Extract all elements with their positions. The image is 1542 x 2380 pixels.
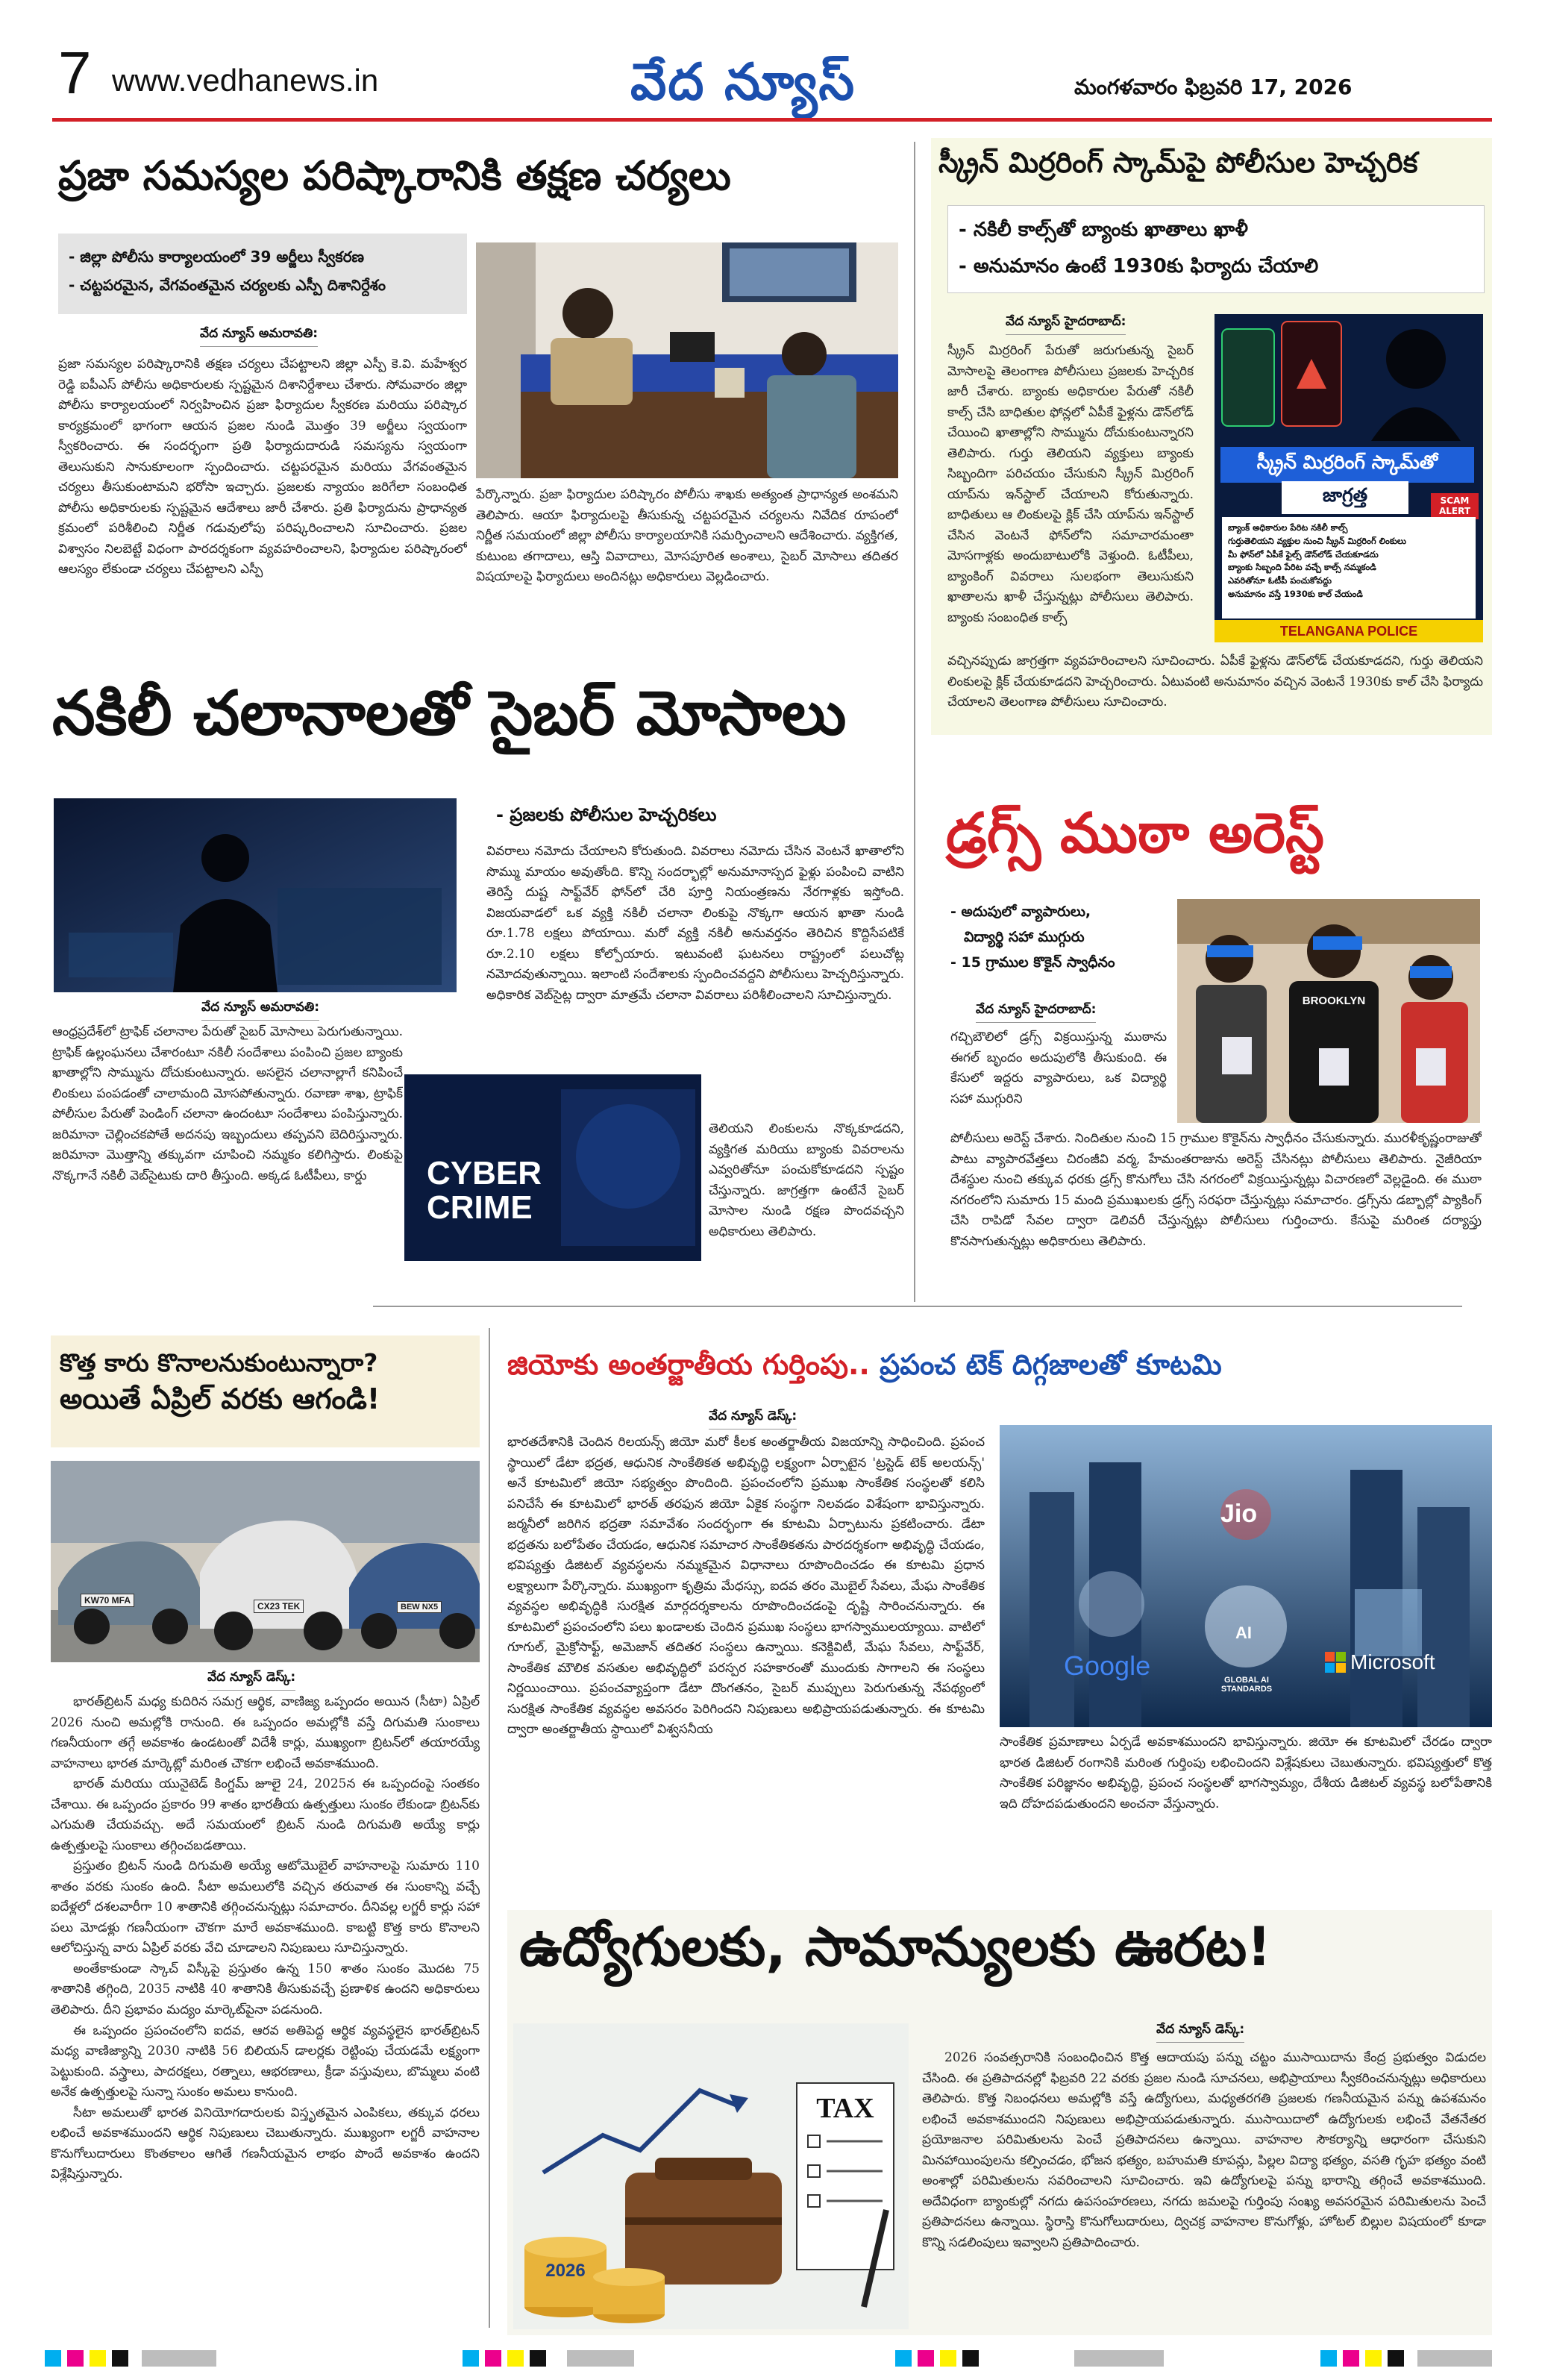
swatch-cyan <box>895 2350 912 2367</box>
article-col-2: సాంకేతిక ప్రమాణాలు ఏర్పడే అవకాశముందని భావిస్తున్నారు. జియో ఈ కూటమిలో చేరడం ద్వారా భారత డిజిటల్ రంగానికి మరింత గుర్తింపు లభించిందని విశ్లేషకులు చెబుతున్నారు. భవిష్యత్తులో కొత్త సాంకేతిక పరిజ్ఞానం అభివృద్ధి, ప్రపంచ సంస్థలతో భాగస్వామ్యం, దేశీయ డిజిటల్ వ్యవస్థ బలోపేతానికి ఇది దోహదపడుతుందని అంచనా వేస్తున్నారు. <box>1000 1735 1492 1811</box>
swatch-cyan <box>1320 2350 1337 2367</box>
byline: వేద న్యూస్ డెస్క్: <box>709 1409 797 1429</box>
story-fake-challan <box>52 671 903 1291</box>
swatch-grey <box>142 2350 216 2367</box>
byline: వేద న్యూస్ హైదరాబాద్: <box>976 1002 1096 1023</box>
headline-line-2: అయితే ఏప్రిల్ వరకు ఆగండి! <box>60 1382 380 1415</box>
article-col-1: స్క్రీన్ మిర్రరింగ్ పేరుతో జరుగుతున్న సైబర్ మోసాలపై తెలంగాణ పోలీసులు ప్రజలకు హెచ్చరిక జారీ చేశారు. బ్యాంకు అధికారుల పేరుతో నకిలీ కాల్స్ చేసి బాధితుల ఫోన్లలో ఏపీకే ఫైళ్లను డౌన్‌లోడ్ చేయించి ఖాతాల్లోని సొమ్మును దోచుకుంటున్నారని తెలిపారు. గుర్తు తెలియని వ్యక్తులు బ్యాంకు సిబ్బందిగా పరిచయం చేసుకుని స్క్రీన్ మిర్రరింగ్ యాప్‌ను ఇన్‌స్టాల్ చేయాలని కోరుతున్నారు. బాధితులు ఆ లింకులపై క్లిక్ చేసి యాప్‌ను ఇన్‌స్టాల్ చేసిన వెంటనే ఫోన్‌లోని సమాచారమంతా మోసగాళ్లకు అందుబాటులోకి వెళ్తుంది. ఓటీపీలు, బ్యాంకింగ్ వివరాలు సులభంగా తెలుసుకుని ఖాతాలను ఖాళీ చేస్తున్నట్లు పోలీసులు తెలిపారు. బ్యాంకు సంబంధిత కాల్స్ <box>947 343 1194 625</box>
story-jio-alliance <box>507 1335 1492 1858</box>
article-col-1: ఆంధ్రప్రదేశ్‌లో ట్రాఫిక్ చలానాల పేరుతో సైబర్ మోసాలు పెరుగుతున్నాయి. ట్రాఫిక్ ఉల్లంఘనలు చేశారంటూ నకిలీ సందేశాలు పంపించి ప్రజల బ్యాంకు ఖాతాల్లోని సొమ్మును దోచుకుంటున్నారు. అసలైన చలానాల్లాగే కనిపించే లింకులు పంపడంతో చాలామంది మోసపోతున్నారు. రవాణా శాఖ, ట్రాఫిక్ పోలీసుల పేరుతో పెండింగ్ చలానా ఉందంటూ సందేశాలు పంపిస్తున్నారు. జరిమానా చెల్లించకపోతే అదనపు ఇబ్బందులు తప్పవని బెదిరిస్తున్నారు. జరిమానా మొత్తాన్ని తక్కువగా చూపించి నమ్మకం కలిగిస్తారు. లింకుపై నొక్కగానే నకిలీ వెబ్‌సైటుకు దారి తీస్తుంది. అక్కడ ఓటీపీలు, కార్డు <box>52 1024 403 1183</box>
column-divider <box>914 142 915 1302</box>
story-income-tax <box>507 1910 1492 2335</box>
story-screen-mirroring <box>931 138 1492 735</box>
byline: వేద న్యూస్ డెస్క్: <box>207 1670 295 1691</box>
shirt-text: BROOKLYN <box>1302 995 1366 1007</box>
headline-part-1: జియోకు అంతర్జాతీయ గుర్తింపు.. <box>507 1348 870 1381</box>
swatch-magenta <box>485 2350 501 2367</box>
photo-accused <box>1177 899 1480 1123</box>
byline: వేద న్యూస్ హైదరాబాద్: <box>1006 314 1126 335</box>
swatch-black <box>112 2350 128 2367</box>
summary-point: - నకిలీ కాల్స్‌తో బ్యాంకు ఖాతాలు ఖాళీ <box>959 219 1248 241</box>
byline: వేద న్యూస్ డెస్క్: <box>1156 2022 1244 2043</box>
article-body: 2026 సంవత్సరానికి సంబంధించిన కొత్త ఆదాయపు పన్ను చట్టం ముసాయిదాను కేంద్ర ప్రభుత్వం విడుదల చేసింది. ఈ ప్రతిపాదనల్లో ఫిబ్రవరి 22 వరకు ప్రజల నుండి సూచనలు, అభిప్రాయాలు స్వీకరించనున్నట్లు అధికారులు తెలిపారు. కొత్త నిబంధనలు అమల్లోకి వస్తే ఉద్యోగులు, మధ్యతరగతి ప్రజలకు గణనీయమైన పన్ను ఉపశమనం లభించే అవకాశముందని నిపుణులు అభిప్రాయపడుతున్నారు. ముసాయిదాలో ఉద్యోగులకు లభించే వేతనేతర ప్రయోజనాల పరిమితులను పెంచే ప్రతిపాదనలు ఉన్నాయి. వాహనాల సౌకర్యాన్ని ఆధారంగా చేసుకుని మినహాయింపులను కల్పించడం, భోజన భత్యం, బహుమతి కూపన్లు, పిల్లల విద్యా భత్యం, వసతి గృహ భత్యం వంటి అంశాల్లో పరిమితులను సవరించాలని సూచించారు. ఇవి ఉద్యోగులపై పన్ను భారాన్ని తగ్గించే అవకాశముంది. అదేవిధంగా బ్యాంకుల్లో నగదు ఉపసంహరణలు, నగదు జమలపై గుర్తింపు సంఖ్య అవసరమైన పరిమితులను పెంచే ప్రతిపాదనలు ఉన్నాయి. స్థిరాస్తి కొనుగోలుదారులు, ద్విచక్ర వాహనాల కొనుగోళ్లు, హోటల్ బిల్లుల విషయంలో కూడా కొన్ని సడలింపులు ఇవ్వాలని ప్రతిపాదించారు. <box>922 2050 1486 2250</box>
photo-jio-alliance <box>1000 1425 1492 1727</box>
masthead <box>0 0 1542 127</box>
swatch-black <box>530 2350 546 2367</box>
summary-point: - జిల్లా పోలీసు కార్యాలయంలో 39 అర్జీలు స్వీకరణ <box>69 248 365 266</box>
swatch-magenta <box>67 2350 84 2367</box>
article-col-3: తెలియని లింకులను నొక్కకూడదని, వ్యక్తిగత మరియు బ్యాంకు వివరాలను ఎవ్వరితోనూ పంచుకోకూడదని స్పష్టం చేస్తున్నారు. జాగ్రత్తగా ఉంటేనే సైబర్ మోసాల నుండి రక్షణ పొందవచ్చని అధికారులు తెలిపారు. <box>709 1121 904 1239</box>
swatch-magenta <box>918 2350 934 2367</box>
headline <box>507 1349 1222 1382</box>
tax-label: TAX <box>816 2093 874 2124</box>
summary-box <box>947 205 1485 293</box>
swatch-yellow <box>90 2350 106 2367</box>
scam-alert-badge: SCAM ALERT <box>1431 493 1479 519</box>
swatch-magenta <box>1343 2350 1359 2367</box>
column-divider <box>489 1328 490 2328</box>
printer-color-bar <box>0 2350 1542 2373</box>
plate: CX23 TEK <box>254 1600 304 1613</box>
swatch-black <box>1388 2350 1404 2367</box>
swatch-grey <box>1417 2350 1492 2367</box>
poster-bullet: బ్యాంకు సిబ్బంది పేరిట వచ్చే కాల్స్ నమ్మకండి <box>1228 562 1376 573</box>
website-link[interactable]: www.vedhanews.in <box>112 63 379 98</box>
swatch-cyan <box>463 2350 479 2367</box>
photo-hacker <box>54 798 457 992</box>
plate: KW70 MFA <box>81 1594 134 1607</box>
poster-title-1: స్క్రీన్ మిర్రరింగ్ స్కామ్‌తో <box>1220 447 1474 483</box>
poster-bullets <box>1222 517 1476 619</box>
byline: వేద న్యూస్ అమరావతి: <box>200 326 318 347</box>
article-body <box>51 1692 480 2323</box>
summary-points <box>950 899 1174 976</box>
microsoft-squares-icon <box>1325 1652 1346 1673</box>
summary-point: - 15 గ్రాముల కొకైన్ స్వాధీనం <box>950 954 1115 971</box>
kicker: - ప్రజలకు పోలీసుల హెచ్చరికలు <box>496 804 717 825</box>
google-logo: Google <box>1064 1650 1151 1681</box>
photo-sp-office <box>476 242 898 478</box>
paragraph: సీటా అమలుతో భారత వినియోగదారులకు విస్తృతమైన ఎంపికలు, తక్కువ ధరలు లభించే అవకాశముందని ఆర్థిక నిపుణులు చెబుతున్నారు. ముఖ్యంగా లగ్జరీ వాహనాల కొనుగోలుదారులు కొంతకాలం ఆగితే గణనీయమైన లాభం పొందే అవకాశం ఉందని విశ్లేషిస్తున్నారు. <box>51 2105 480 2182</box>
article-full-width: పోలీసులు అరెస్ట్ చేశారు. నిందితుల నుంచి 15 గ్రాముల కొకైన్‌ను స్వాధీనం చేసుకున్నారు. మురళీకృష్ణంరాజుతో పాటు వ్యాపారవేత్తలు చిరంజీవి వర్మ, హేమంతరాజును అరెస్ట్ చేసినట్లు పోలీసులు తెలిపారు. నైజీరియా దేశస్థుల నుంచి తక్కువ ధరకు డ్రగ్స్ కొనుగోలు చేసి నగరంలో విక్రయిస్తున్నట్లు విచారణలో వెల్లడైంది. ఈ ముఠా నగరంలోని సుమారు 15 మంది ప్రముఖులకు డ్రగ్స్ సరఫరా చేస్తున్నట్లు సమాచారం. డ్రగ్స్‌ను డబ్బాల్లో ప్యాకింగ్ చేసి రాపిడో సేవల ద్వారా డెలివరీ చేస్తున్నట్లు పోలీసులు గుర్తించారు. కేసుపై మరింత దర్యాప్తు కొనసాగుతున్నట్లు అధికారులు తెలిపారు. <box>950 1131 1482 1249</box>
headline: డ్రగ్స్ ముఠా అరెస్ట్ <box>946 801 1324 865</box>
issue-date: మంగళవారం ఫిబ్రవరి 17, 2026 <box>1074 75 1353 99</box>
summary-point: - అదుపులో వ్యాపారులు, <box>950 904 1091 920</box>
microsoft-label: Microsoft <box>1350 1650 1435 1673</box>
headline: స్క్రీన్ మిర్రరింగ్ స్కామ్‌పై పోలీసుల హెచ్చరిక <box>938 146 1418 179</box>
poster-footer: TELANGANA POLICE <box>1215 620 1483 642</box>
paragraph: అంతేకాకుండా స్కాచ్ విస్కీపై ప్రస్తుతం ఉన్న 150 శాతం సుంకం మొదట 75 శాతానికి తగ్గింది, 2035 నాటికి 40 శాతానికి తీసుకువచ్చే ప్రణాళిక ఉందని అధికారులు తెలిపారు. దీని ప్రభావం మద్యం మార్కెట్‌పైనా పడనుంది. <box>51 1961 480 2017</box>
swatch-cyan <box>45 2350 61 2367</box>
headline: ఉద్యోగులకు, సామాన్యులకు ఊరట! <box>519 1915 1272 1978</box>
paper-name: వేద న్యూస్ <box>630 53 856 112</box>
swatch-yellow <box>1365 2350 1382 2367</box>
article-full-width: వచ్చినప్పుడు జాగ్రత్తగా వ్యవహరించాలని సూచించారు. ఏపీకే ఫైళ్లను డౌన్‌లోడ్ చేయకూడదని, గుర్తు తెలియని లింకులపై క్లిక్ చేయకూడదని హెచ్చరించారు. ఏటువంటి అనుమానం వచ్చిన వెంటనే 1930కు కాల్ చేసి ఫిర్యాదు చేయాలని తెలంగాణ పోలీసులు సూచించారు. <box>947 654 1483 710</box>
summary-point: - అనుమానం ఉంటే 1930కు ఫిర్యాదు చేయాలి <box>959 255 1319 278</box>
swatch-grey <box>567 2350 634 2367</box>
article-col-1: భారతదేశానికి చెందిన రిలయన్స్ జియో మరో కీలక అంతర్జాతీయ విజయాన్ని సాధించింది. ప్రపంచ స్థాయిలో డేటా భద్రత, ఆధునిక సాంకేతికత అభివృద్ధి లక్ష్యంగా ఏర్పాటైన 'ట్రస్టెడ్ టెక్ అలయన్స్' అనే కూటమిలో జియో సభ్యత్వం పొందింది. ప్రపంచంలోని ప్రముఖ సాంకేతిక సంస్థలతో కలిసి పనిచేసే ఈ కూటమిలో భారత్ తరఫున జియో ఏకైక సంస్థగా నిలవడం విశేషంగా భావిస్తున్నారు. జర్మనీలో జరిగిన భద్రతా సమావేశం సందర్భంగా ఈ కూటమి ఏర్పాటును ప్రకటించారు. డేటా భద్రతను బలోపేతం చేయడం, ఆధునిక సమాచార సాంకేతికతను పారదర్శకంగా అభివృద్ధి చేయడం, భవిష్యత్తు డిజిటల్ వ్యవస్థలను నమ్మకమైన విధానాలు రూపొందించడం ఈ కూటమి ప్రధాన లక్ష్యాలుగా పేర్కొన్నారు. ముఖ్యంగా కృత్రిమ మేధస్సు, ఐదవ తరం మొబైల్ సేవలు, మేఘ సాంకేతిక వ్యవస్థల అభివృద్ధికి సురక్షిత మార్గదర్శకాలను రూపొందించడంపై దృష్టి సారించనున్నారు. ఈ కూటమిలో ప్రపంచంలోని పలు ఖండాలకు చెందిన ప్రముఖ సంస్థలు భాగస్వాములయ్యాయి. వాటిలో గూగుల్, మైక్రోసాఫ్ట్, అమెజాన్ తదితర సంస్థలు ఉన్నాయి. కనెక్టివిటీ, మేఘ సేవలు, సాఫ్ట్‌వేర్, సాంకేతిక మౌలిక వసతుల అభివృద్ధిలో పరస్పర సహకారంతో ముందుకు సాగాలని ఈ సంస్థలు నిర్ణయించాయి. ప్రపంచవ్యాప్తంగా డేటా దొంగతనం, సైబర్ ముప్పులు పెరుగుతున్న నేపథ్యంలో సురక్షిత సాంకేతిక వ్యవస్థల అవసరం పెరిగిందని నిపుణులు అభిప్రాయపడుతున్నారు. ఈ కూటమి ద్వారా అంతర్జాతీయ స్థాయిలో విశ్వసనీయ <box>507 1435 985 1738</box>
section-divider <box>373 1306 1462 1307</box>
story-public-grievances <box>58 138 901 630</box>
photo-cars <box>51 1461 480 1662</box>
article-col-2: పేర్కొన్నారు. ప్రజా ఫిర్యాదుల పరిష్కారం పోలీసు శాఖకు అత్యంత ప్రాధాన్యత అంశమని తెలిపారు. ఆయా ఫిర్యాదులపై తీసుకున్న చట్టపరమైన చర్యలను నివేదిక రూపంలో నిర్ణీత సమయంలో జిల్లా పోలీసు కార్యాలయానికి సమర్పించాలని ఆదేశించారు. వ్యక్తిగత, కుటుంబ తగాదాలు, ఆస్తి వివాదాలు, మోసపూరిత అంశాలు, సైబర్ మోసాలు తదితర విషయాలపై ఫిర్యాదులు అందినట్లు అధికారులు వెల్లడించారు. <box>476 487 898 585</box>
swatch-yellow <box>940 2350 956 2367</box>
year-label: 2026 <box>545 2261 586 2281</box>
paragraph: ఈ ఒప్పందం ప్రపంచంలోని ఐదవ, ఆరవ అతిపెద్ద ఆర్థిక వ్యవస్థలైన భారత్‌బ్రిటన్ మధ్య వాణిజ్యాన్ని 2030 నాటికి 56 బిలియన్ డాలర్లకు రెట్టింపు చేయడమే లక్ష్యంగా పెట్టుకుంది. వస్త్రాలు, పాదరక్షలు, రత్నాలు, ఆభరణాలు, క్రీడా వస్తువులు, బొమ్మలు వంటి అనేక ఉత్పత్తులపై సున్నా సుంకం అమలు కానుంది. <box>51 2023 480 2100</box>
headline: నకిలీ చలానాలతో సైబర్ మోసాలు <box>52 678 847 749</box>
story-drugs-arrest <box>931 802 1492 1294</box>
jio-logo: Jio <box>1220 1500 1258 1528</box>
poster-bullet: గుర్తుతెలియని వ్యక్తుల నుంచి స్క్రీన్ మిర్రరింగ్ లింకులు <box>1228 535 1406 546</box>
microsoft-logo <box>1325 1650 1435 1674</box>
poster-bullet: మీ ఫోన్‌లో ఏపీకే ఫైల్స్ డౌన్‌లోడ్ చేయకూడదు <box>1228 548 1379 560</box>
poster-title-2: జాగ్రత్త <box>1282 481 1408 514</box>
cyber-crime-label: CYBER CRIME <box>427 1155 542 1227</box>
article-col-1: గచ్చిబౌలిలో డ్రగ్స్ విక్రయిస్తున్న ముఠాను ఈగల్ బృందం అదుపులోకి తీసుకుంది. ఈ కేసులో ఇద్దరు వ్యాపారులు, ఒక విద్యార్థి సహా ముగ్గురిని <box>950 1030 1167 1106</box>
poster-bullet: అనుమానం వస్తే 1930కు కాల్ చేయండి <box>1228 589 1363 600</box>
article-col-1: ప్రజా సమస్యల పరిష్కారానికి తక్షణ చర్యలు చేపట్టాలని జిల్లా ఎస్పీ కె.వి. మహేశ్వర రెడ్డి ఐపీఎస్ పోలీసు అధికారులకు స్పష్టమైన దిశానిర్దేశాలు చేశారు. సోమవారం జిల్లా పోలీసు కార్యాలయంలో నిర్వహించిన ప్రజా ఫిర్యాదుల స్వీకరణ మరియు పరిష్కార కార్యక్రమంలో భాగంగా ఆయన ప్రజల నుండి మొత్తం 39 అర్జీలు స్వయంగా స్వీకరించారు. ఈ సందర్భంగా ప్రతి ఫిర్యాదుదారుడి సమస్యను స్వయంగా తెలుసుకుని సానుకూలంగా స్పందించారు. చట్టపరమైన మరియు వేగవంతమైన చర్యలు తీసుకుంటామని భరోసా ఇచ్చారు. ప్రజలకు న్యాయం జరిగేలా సంబంధిత పోలీసు అధికారులకు స్పష్టమైన ఆదేశాలు జారీ చేశారు. ప్రతి ఫిర్యాదును ప్రాధాన్యత క్రమంలో పరిశీలించి నిర్ణీత గడువులోపు పరిష్కరించాలని సూచించారు. ప్రజల విశ్వాసం నిలబెట్టే విధంగా పారదర్శకంగా వ్యవహరించాలని, ఫిర్యాదుల పరిష్కారంలో ఆలస్యం లేకుండా చర్యలు చేపట్టాలని ఎస్పీ <box>58 357 467 577</box>
ai-label: AI <box>1235 1623 1252 1642</box>
summary-box <box>58 234 467 314</box>
paragraph: భారత్ మరియు యునైటెడ్ కింగ్డమ్ జూలై 24, 2025న ఈ ఒప్పందంపై సంతకం చేశాయి. ఈ ఒప్పందం ప్రకారం 99 శాతం భారతీయ ఉత్పత్తులు సుంకం లేకుండా బ్రిటన్‌కు ఎగుమతి చేయవచ్చు. అదే సమయంలో బ్రిటన్ నుండి దిగుమతి అయ్యే కార్లు ఉత్పత్తులపై సుంకాలు తగ్గించబడతాయి. <box>51 1776 480 1853</box>
scam-poster <box>1215 314 1483 642</box>
headline: ప్రజా సమస్యల పరిష్కారానికి తక్షణ చర్యలు <box>58 152 731 199</box>
poster-bullet: ఎవరితోనూ ఓటీపీ పంచుకోవద్దు <box>1228 575 1332 586</box>
plate: BEW NX5 <box>397 1601 442 1613</box>
byline: వేద న్యూస్ అమరావతి: <box>201 1000 319 1021</box>
paragraph: భారత్‌బ్రిటన్ మధ్య కుదిరిన సమగ్ర ఆర్థిక, వాణిజ్య ఒప్పందం అయిన (సీటా) ఏప్రిల్ 2026 నుంచి అమల్లోకి రానుంది. ఈ ఒప్పందం అమల్లోకి వస్తే దిగుమతి సుంకాలు గణనీయంగా తగ్గే అవకాశం ఉండటంతో విదేశీ కార్లు, ముఖ్యంగా బ్రిటన్‌లో తయారయ్యే వాహనాలు భారత మార్కెట్లో మరింత చౌకగా లభించే అవకాశముంది. <box>51 1694 480 1771</box>
summary-point: విద్యార్థి సహా ముగ్గురు <box>964 929 1085 946</box>
swatch-black <box>962 2350 979 2367</box>
paragraph: ప్రస్తుతం బ్రిటన్ నుండి దిగుమతి అయ్యే ఆటోమొబైల్ వాహనాలపై సుమారు 110 శాతం వరకు సుంకం ఉంది. సీటా అమలులోకి వచ్చిన తరువాత ఈ సుంకాన్ని వచ్చే ఐదేళ్లలో దశలవారీగా 10 శాతానికి తగ్గించనున్నట్లు సమాచారం. దీనివల్ల లగ్జరీ కార్లు సహా పలు మోడళ్లు గణనీయంగా చౌకగా మారే అవకాశముంది. కాబట్టి కొత్త కారు కొనాలని ఆలోచిస్తున్న వారు ఏప్రిల్ వరకు వేచి చూడాలని నిపుణులు సూచిస్తున్నారు. <box>51 1858 480 1956</box>
global-ai-standards-label: GLOBAL AI STANDARDS <box>1220 1676 1273 1694</box>
masthead-rule <box>52 118 1492 122</box>
photo-cyber-crime <box>404 1074 701 1261</box>
headline-box <box>51 1335 480 1447</box>
swatch-yellow <box>507 2350 524 2367</box>
story-car-buyers <box>51 1335 480 2328</box>
summary-point: - చట్టపరమైన, వేగవంతమైన చర్యలకు ఎస్పీ దిశానిర్దేశం <box>69 276 386 294</box>
swatch-grey <box>1074 2350 1164 2367</box>
photo-tax-illustration <box>513 2023 909 2329</box>
poster-bullet: బ్యాంక్ అధికారుల పేరిట నకిలీ కాల్స్ <box>1228 522 1348 533</box>
page-number: 7 <box>58 40 92 106</box>
headline-part-2: ప్రపంచ టెక్ దిగ్గజాలతో కూటమి <box>880 1348 1222 1381</box>
article-col-2: వివరాలు నమోదు చేయాలని కోరుతుంది. వివరాలు నమోదు చేసిన వెంటనే ఖాతాలోని సొమ్ము మాయం అవుతోంది. కొన్ని సందర్భాల్లో అనుమానాస్పద ఫైళ్లు పంపించి వాటిని తెరిస్తే దుష్ట సాఫ్ట్‌వేర్ ఫోన్‌లో చేరి పూర్తి నియంత్రణను నేరగాళ్లకు ఇస్తోంది. విజయవాడలో ఒక వ్యక్తి నకిలీ చలానా లింకుపై నొక్కగా ఆయన ఖాతా నుండి రూ.1.78 లక్షలు పోయాయి. మరో వ్యక్తి నకిలీ అనువర్తనం తెరిచిన కొద్దిసేపటికే రూ.2.10 లక్షలు కోల్పోయారు. ఇటువంటి ఘటనలు రాష్ట్రంలో పలుచోట్ల నమోదవుతున్నాయి. ఇలాంటి సందేశాలకు స్పందించవద్దని పోలీసులు హెచ్చరిస్తున్నారు. అధికారిక వెబ్‌సైట్ల ద్వారా మాత్రమే చలానా వివరాలు పరిశీలించాలని సూచిస్తున్నారు. <box>486 844 904 1003</box>
headline-line-1: కొత్త కారు కొనాలనుకుంటున్నారా? <box>60 1348 378 1377</box>
